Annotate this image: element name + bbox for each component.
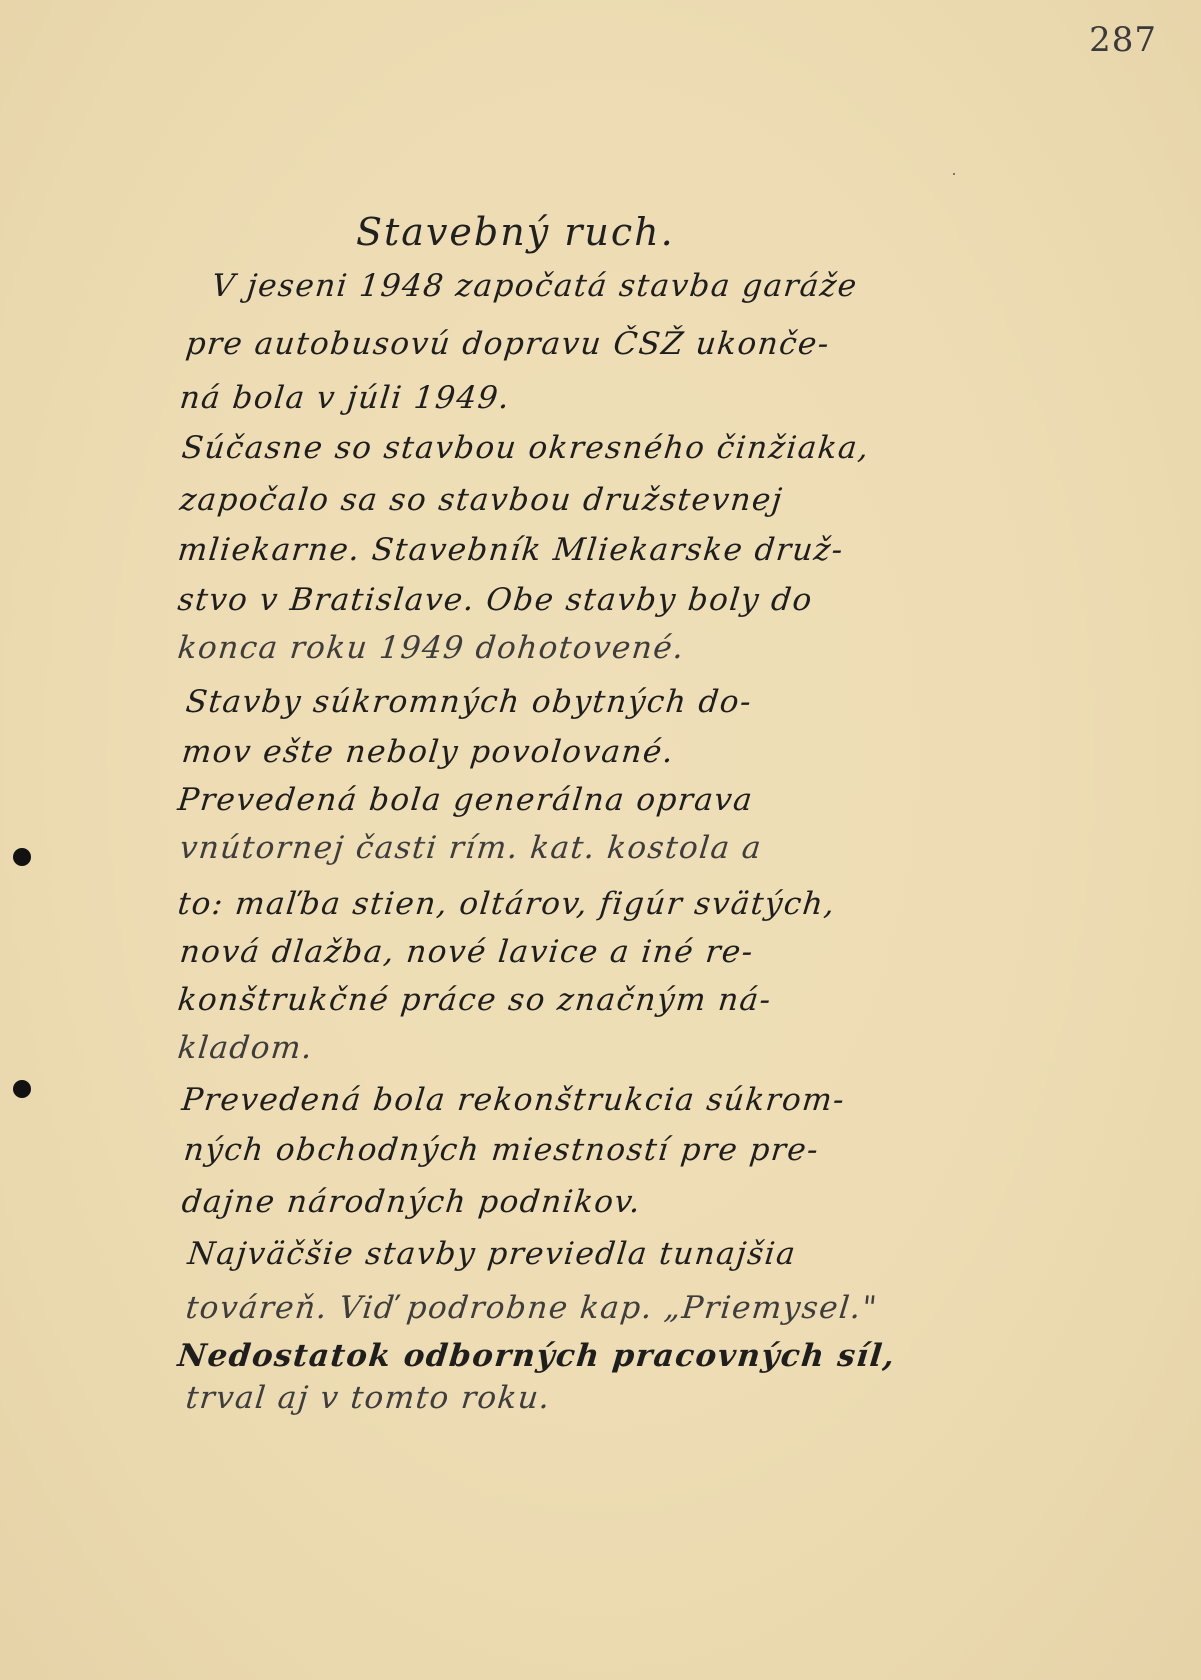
text-line: Prevedená bola rekonštrukcia súkrom- (180, 1082, 848, 1118)
text-line: započalo sa so stavbou družstevnej (178, 482, 785, 518)
text-line: Prevedená bola generálna oprava (176, 782, 756, 818)
text-line: to: maľba stien, oltárov, figúr svätých, (176, 886, 838, 922)
text-line: Stavby súkromných obytných do- (184, 684, 755, 720)
text-line: mov ešte neboly povolované. (180, 734, 677, 770)
text-line: konca roku 1949 dohotovené. (176, 630, 687, 666)
paper-speck (953, 173, 955, 175)
text-line: dajne národných podnikov. (180, 1184, 644, 1220)
text-line: vnútornej časti rím. kat. kostola a (178, 830, 764, 866)
text-line: továreň. Viď podrobne kap. „Priemysel." (184, 1290, 880, 1326)
text-line: mliekarne. Stavebník Mliekarske druž- (176, 532, 846, 568)
text-line: pre autobusovú dopravu ČSŽ ukonče- (184, 326, 832, 362)
text-line: Súčasne so stavbou okresného činžiaka, (180, 430, 872, 466)
text-line: kladom. (176, 1030, 316, 1066)
punch-hole (13, 848, 31, 866)
text-line: Najväčšie stavby previedla tunajšia (186, 1236, 799, 1272)
page-number: 287 (1089, 20, 1157, 60)
text-line: nová dlažba, nové lavice a iné re- (178, 934, 756, 970)
text-line: ných obchodných miestností pre pre- (182, 1132, 822, 1168)
text-line: trval aj v tomto roku. (184, 1380, 553, 1416)
page-title: Stavebný ruch. (356, 210, 675, 254)
punch-hole (13, 1080, 31, 1098)
text-line: stvo v Bratislave. Obe stavby boly do (176, 582, 815, 618)
text-line: ná bola v júli 1949. (178, 380, 513, 416)
text-line: V jeseni 1948 započatá stavba garáže (210, 268, 860, 304)
text-line: Nedostatok odborných pracovných síl, (176, 1338, 898, 1374)
text-line: konštrukčné práce so značným ná- (176, 982, 774, 1018)
